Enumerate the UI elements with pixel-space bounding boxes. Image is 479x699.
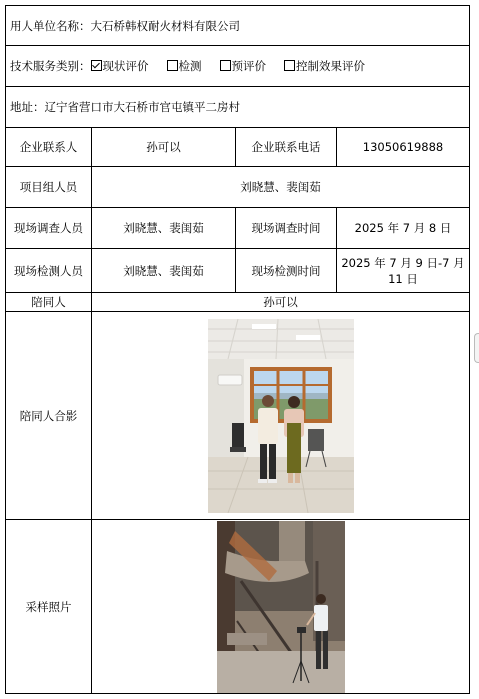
unit-value: 大石桥韩权耐火材料有限公司	[90, 18, 240, 33]
unit-label: 用人单位名称：	[10, 18, 91, 33]
accompany-label: 陪同人	[6, 293, 92, 312]
photo-accompany-row	[6, 312, 470, 520]
team-value: 刘晓慧、裴闺茹	[92, 167, 470, 208]
service-row	[6, 46, 470, 87]
address-label: 地址：	[10, 100, 45, 114]
address-cell	[6, 87, 470, 128]
address-row	[6, 87, 470, 128]
option-label: 现状评价	[102, 59, 149, 73]
team-label: 项目组人员	[6, 167, 92, 208]
accompany-value: 孙可以	[92, 293, 470, 312]
info-table	[5, 5, 470, 694]
option-pre-evaluation[interactable]	[220, 58, 267, 74]
survey-time-value: 2025 年 7 月 8 日	[337, 208, 470, 249]
option-label: 检测	[178, 59, 202, 73]
accompany-row	[6, 293, 470, 312]
photo-sampling-label: 采样照片	[6, 520, 92, 694]
detect-label: 现场检测人员	[6, 249, 92, 293]
side-panel-handle[interactable]	[474, 333, 479, 363]
photo-accompany-label: 陪同人合影	[6, 312, 92, 520]
detect-value: 刘晓慧、裴闺茹	[92, 249, 236, 293]
option-label: 控制效果评价	[296, 59, 365, 73]
phone-value: 13050619888	[337, 128, 470, 167]
unit-cell	[6, 6, 470, 46]
survey-time-label: 现场调查时间	[236, 208, 337, 249]
detect-row	[6, 249, 470, 293]
survey-value: 刘晓慧、裴闺茹	[92, 208, 236, 249]
option-control-effect-evaluation[interactable]	[284, 58, 365, 74]
detect-time-value: 2025 年 7 月 9 日-7 月 11 日	[337, 249, 470, 293]
photo-sampling-row	[6, 520, 470, 694]
checkbox-icon[interactable]	[167, 60, 178, 71]
contact-row	[6, 128, 470, 167]
group-photo	[208, 319, 354, 513]
contact-label: 企业联系人	[6, 128, 92, 167]
address-value: 辽宁省营口市大石桥市官屯镇平二房村	[44, 100, 240, 114]
checkbox-icon[interactable]	[284, 60, 295, 71]
option-label: 预评价	[231, 59, 266, 73]
survey-label: 现场调查人员	[6, 208, 92, 249]
survey-row	[6, 208, 470, 249]
phone-label: 企业联系电话	[236, 128, 337, 167]
detect-time-label: 现场检测时间	[236, 249, 337, 293]
report-form	[5, 5, 469, 695]
photo-accompany-cell	[92, 312, 470, 520]
option-status-evaluation[interactable]	[91, 58, 149, 74]
contact-value: 孙可以	[92, 128, 236, 167]
unit-row	[6, 6, 470, 46]
photo-sampling-cell	[92, 520, 470, 694]
sampling-photo	[217, 521, 345, 693]
checkbox-checked-icon[interactable]	[91, 60, 102, 71]
team-row	[6, 167, 470, 208]
option-detection[interactable]	[167, 58, 202, 74]
checkbox-icon[interactable]	[220, 60, 231, 71]
service-cell	[6, 46, 470, 87]
service-label: 技术服务类别：	[10, 59, 91, 73]
